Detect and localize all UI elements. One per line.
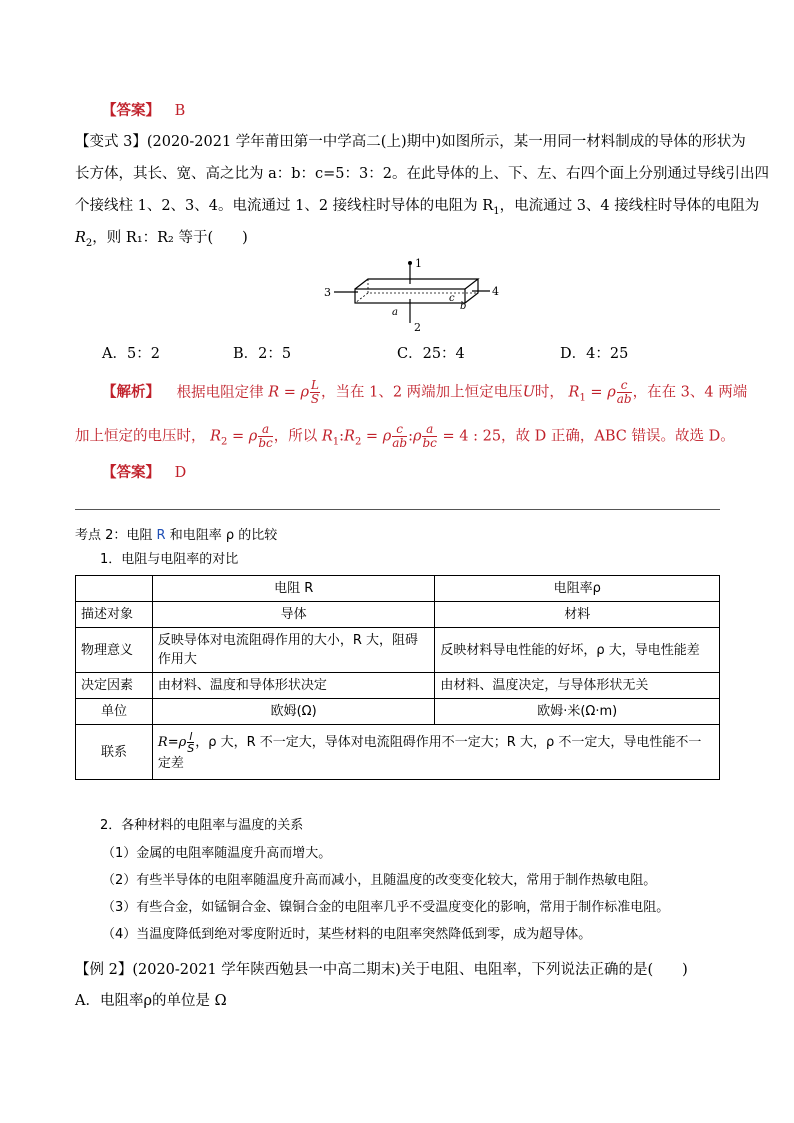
example-2: 【例 2】(2020-2021 学年陕西勉县一中高二期末)关于电阻、电阻率，下列说法正确的是( ): [75, 962, 688, 978]
table-row: [76, 699, 720, 725]
label-2: 2: [414, 321, 421, 334]
analysis-t4: ，在在 3、4 两端: [632, 384, 748, 401]
subheading-2: 2．各种材料的电阻率与温度的关系: [100, 818, 304, 833]
kaodian-prefix: 考点 2：电阻: [75, 528, 157, 543]
answer2-value: D: [174, 465, 187, 481]
answer2-label: 【答案】: [102, 465, 160, 481]
label-1: 1: [415, 257, 422, 270]
variant3-line-4: $R_2$，则 R₁：R₂ 等于( ): [75, 230, 248, 249]
subheading-1: 1．电阻与电阻率的对比: [100, 552, 239, 567]
label-b: b: [460, 301, 467, 312]
kaodian-suffix: 的比较: [234, 528, 278, 543]
option-c: C．25：4: [397, 346, 465, 362]
table-row-lianxi: [76, 725, 720, 780]
label-c: c: [449, 293, 455, 304]
answer-line-1: [102, 101, 185, 121]
table-header-blank: [76, 576, 153, 602]
row-key: 联系: [76, 725, 153, 780]
analysis-t5: 加上恒定的电压时，: [75, 428, 206, 445]
variant3-line-2: 长方体，其长、宽、高之比为 a：b：c=5：3：2。在此导体的上、下、左、右四个面上分别通过导线引出四: [75, 166, 769, 182]
answer-value: B: [174, 103, 186, 119]
analysis-t1: 根据电阻定律: [176, 384, 264, 401]
row-cell-b: 反映材料导电性能的好坏，ρ 大，导电性能差: [435, 628, 720, 673]
row-cell-a: 反映导体对电流阻碍作用的大小，R 大，阻碍作用大: [152, 628, 435, 673]
option-a: A．5：2: [102, 346, 160, 362]
option-d: D．4：25: [560, 346, 629, 362]
label-4: 4: [492, 285, 499, 298]
analysis-label: 【解析】: [102, 384, 160, 401]
row-cell-a: 导体: [152, 602, 435, 628]
kaodian-mid: 和电阻率: [165, 528, 226, 543]
section-divider: [75, 509, 720, 510]
variant3-line-1: 【变式 3】(2020-2021 学年莆田第一中学高二(上)期中)如图所示，某一用同一材料制成的导体的形状为: [75, 134, 746, 150]
answer-line-2: [102, 463, 186, 483]
list-item: （4）当温度降低到绝对零度附近时，某些材料的电阻率突然降低到零，成为超导体。: [102, 927, 592, 942]
row-key: 物理意义: [76, 628, 153, 673]
kaodian-r: R: [156, 528, 166, 543]
variant3-line-3b: ，电流通过 3、4 接线柱时导体的电阻为: [499, 198, 760, 214]
row-cell-b: 材料: [435, 602, 720, 628]
table-row: [76, 628, 720, 673]
table-row: [76, 673, 720, 699]
kaodian-rho: ρ: [225, 528, 235, 543]
table-header-resistivity: 电阻率ρ: [435, 576, 720, 602]
table-header-resistance: 电阻 R: [152, 576, 435, 602]
row-cell-b: 欧姆·米(Ω·m): [435, 699, 720, 725]
analysis-t3: 时，: [534, 384, 564, 401]
row-key: 单位: [76, 699, 153, 725]
row-cell-a: 欧姆(Ω): [152, 699, 435, 725]
variant3-line-3a: 个接线柱 1、2、3、4。电流通过 1、2 接线柱时导体的电阻为 R: [75, 198, 494, 214]
lianxi-text: ，ρ 大，R 不一定大，导体对电流阻碍作用不一定大；R 大，ρ 不一定大，导电性能不一定差: [157, 735, 702, 771]
conductor-figure: [320, 255, 500, 335]
variant3-line-3: 个接线柱 1、2、3、4。电流通过 1、2 接线柱时导体的电阻为 $R_1$，电流通过 3、4 接线柱时导体的电阻为: [75, 198, 760, 217]
analysis-line-2: 加上恒定的电压时， $R_2 = \rho$ $\frac{a}{bc}$ ，所以 $R_1:R_2 = \rho$ $\frac{c}{ab}$ :ρ $\frac{a}{bc}$ = 4 : 25，故 D 正确，ABC 错误。故选 D。: [75, 422, 735, 450]
analysis-line-1: 【解析】 根据电阻定律 R = ρ $\frac{L}{S}$ ，当在 1、2 两端加上恒定电压U时， $R_1 = \rho$ $\frac{c}{ab}$ ，在在 3、4 两端: [102, 378, 748, 406]
row-cell-a: 由材料、温度和导体形状决定: [152, 673, 435, 699]
list-item: （3）有些合金，如锰铜合金、镍铜合金的电阻率几乎不受温度变化的影响，常用于制作标准电阻。: [102, 900, 670, 915]
label-a: a: [392, 307, 398, 318]
row-cell-b: 由材料、温度决定，与导体形状无关: [435, 673, 720, 699]
label-3: 3: [324, 286, 331, 299]
variant3-line-4-text: ，则 R₁：R₂ 等于( ): [92, 230, 248, 246]
table-row: [76, 602, 720, 628]
kaodian-title: [75, 527, 277, 545]
list-item: （1）金属的电阻率随温度升高而增大。: [102, 846, 332, 861]
analysis-t6: ，所以: [273, 428, 318, 445]
example-2-option-a: A．电阻率ρ的单位是 Ω: [75, 993, 227, 1009]
answer-label: 【答案】: [102, 103, 160, 119]
row-key: 决定因素: [76, 673, 153, 699]
comparison-table: [75, 575, 720, 780]
table-header-row: [76, 576, 720, 602]
analysis-t7: ，故 D 正确，ABC 错误。故选 D。: [501, 428, 735, 445]
option-b: B．2：5: [233, 346, 292, 362]
row-key: 描述对象: [76, 602, 153, 628]
analysis-t2: ，当在 1、2 两端加上恒定电压: [321, 384, 523, 401]
lianxi-cell: R=ρ $\frac{l}{S}$ ，ρ 大，R 不一定大，导体对电流阻碍作用不一定大；R 大，ρ 不一定大，导电性能不一定差: [152, 725, 719, 780]
list-item: （2）有些半导体的电阻率随温度升高而减小，且随温度的改变变化较大，常用于制作热敏电阻。: [102, 873, 657, 888]
